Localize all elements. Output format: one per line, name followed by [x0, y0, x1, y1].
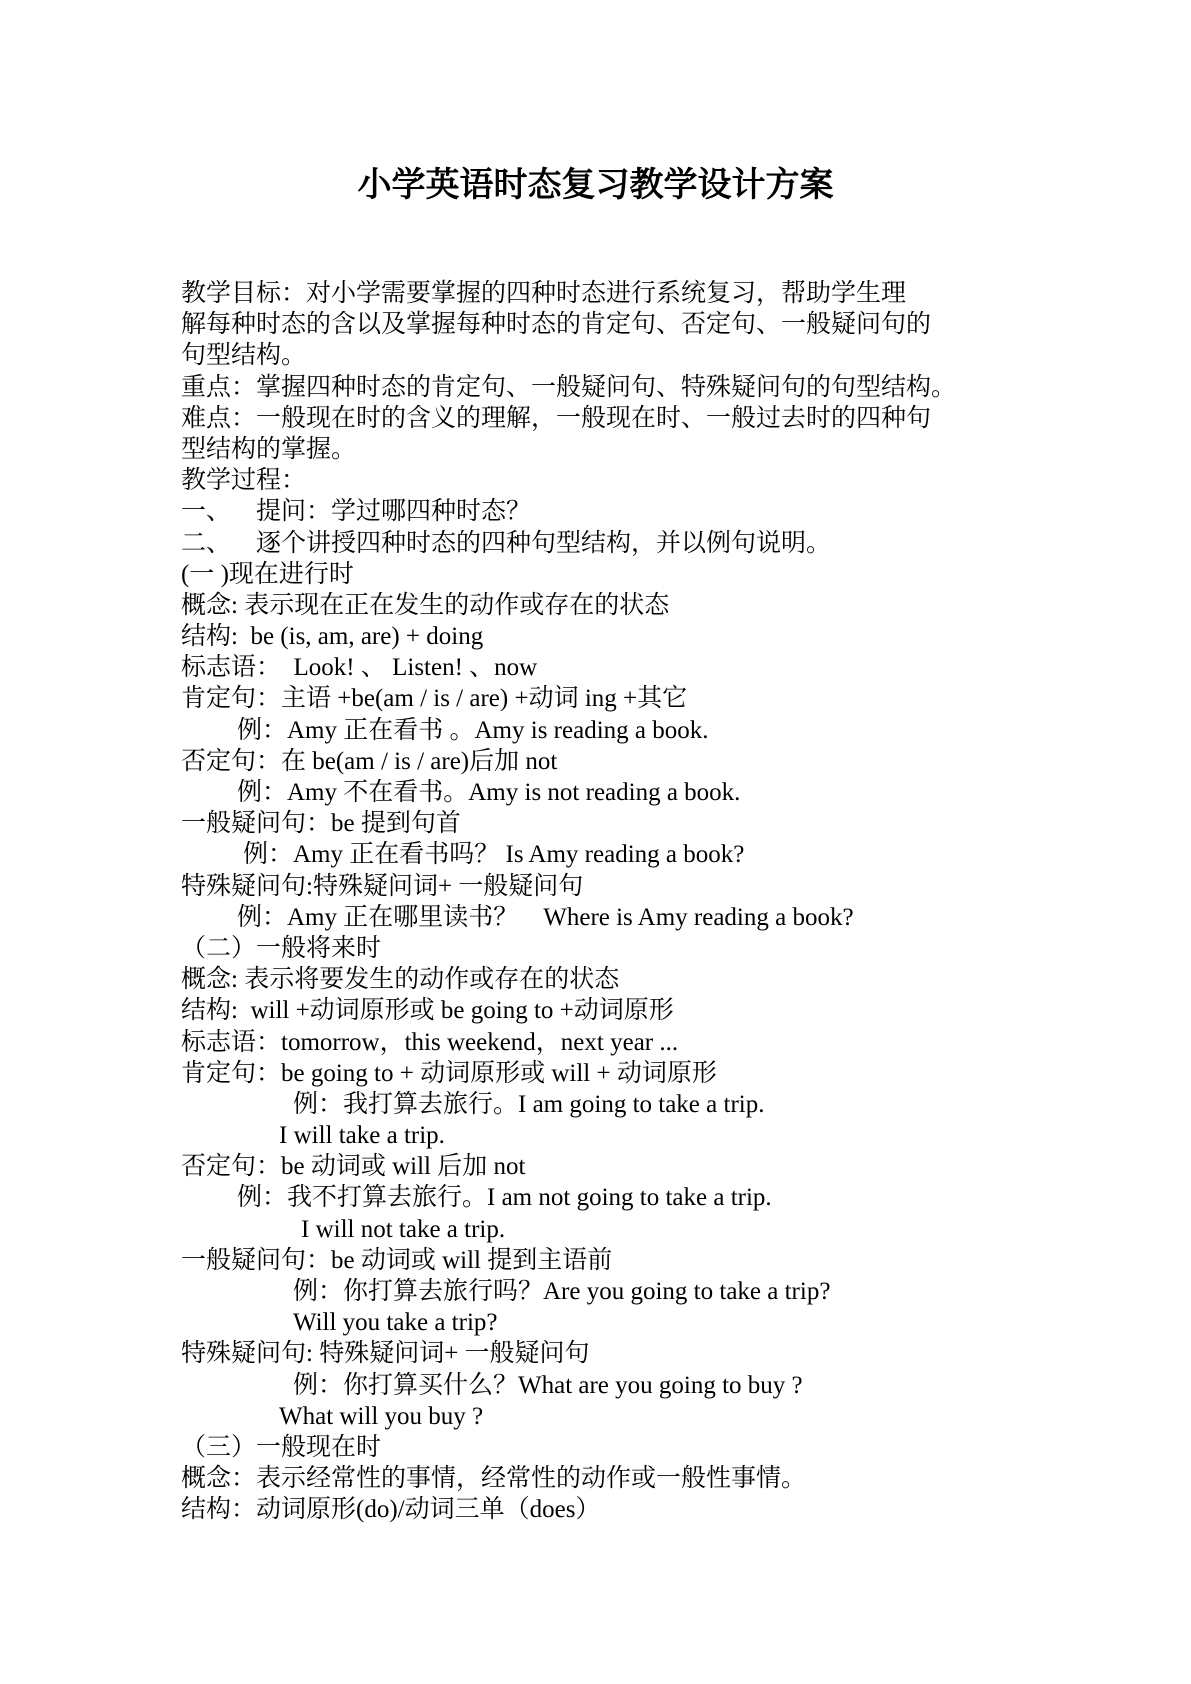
text-line: 一般疑问句：be 动词或 will 提到主语前 [181, 1246, 613, 1274]
text-line: 重点：掌握四种时态的肯定句、一般疑问句、特殊疑问句的句型结构。 [181, 373, 957, 401]
text-line: （二）一般将来时 [181, 934, 382, 962]
text-line: 例：Amy 正在哪里读书？ Where is Amy reading a book? [237, 903, 854, 931]
text-line: 教学目标：对小学需要掌握的四种时态进行系统复习，帮助学生理 [181, 280, 907, 307]
text-line: (一 )现在进行时 [181, 560, 354, 588]
text-line: 概念：表示经常性的事情，经常性的动作或一般性事情。 [181, 1465, 807, 1493]
text-line: 型结构的掌握。 [181, 435, 357, 463]
text-line: 结构: will +动词原形或 be going to +动词原形 [181, 997, 674, 1025]
text-line: 教学过程： [181, 467, 307, 495]
text-line: 标志语： Look! 、 Listen! 、now [181, 654, 538, 682]
text-line: Will you take a trip? [293, 1309, 498, 1337]
text-line: 特殊疑问句:特殊疑问词+ 一般疑问句 [181, 872, 584, 900]
text-line: 句型结构。 [181, 342, 307, 370]
text-line: 特殊疑问句: 特殊疑问词+ 一般疑问句 [181, 1340, 590, 1368]
text-line: 概念: 表示现在正在发生的动作或存在的状态 [181, 591, 670, 619]
text-line: 概念: 表示将要发生的动作或存在的状态 [181, 966, 620, 994]
text-line: I will not take a trip. [301, 1215, 506, 1243]
text-line: 例：Amy 不在看书。Amy is not reading a book. [237, 779, 741, 806]
text-line: 标志语：tomorrow，this weekend，next year ... [181, 1028, 679, 1056]
text-line: 例：我打算去旅行。I am going to take a trip. [293, 1090, 765, 1118]
text-line: 否定句：be 动词或 will 后加 not [181, 1153, 526, 1181]
text-line: 例：Amy 正在看书 。Amy is reading a book. [237, 716, 709, 744]
text-line: 例：我不打算去旅行。I am not going to take a trip. [237, 1184, 772, 1212]
text-line: 否定句：在 be(am / is / are)后加 not [181, 747, 558, 775]
text-line: 一般疑问句：be 提到句首 [181, 810, 461, 838]
text-line: 结构：动词原形(do)/动词三单（does） [181, 1496, 601, 1524]
text-line: （三）一般现在时 [181, 1433, 382, 1461]
text-line: 一、 提问：学过哪四种时态？ [181, 498, 532, 526]
text-line: 结构: be (is, am, are) + doing [181, 623, 484, 651]
text-line: 例：你打算去旅行吗？Are you going to take a trip? [293, 1278, 831, 1305]
text-line: 肯定句：be going to + 动词原形或 will + 动词原形 [181, 1059, 717, 1087]
text-line: I will take a trip. [279, 1122, 445, 1150]
text-line: 肯定句：主语 +be(am / is / are) +动词 ing +其它 [181, 685, 688, 713]
document-body [181, 278, 1031, 1526]
text-line: 二、 逐个讲授四种时态的四种句型结构，并以例句说明。 [181, 529, 832, 557]
text-line: 解每种时态的含以及掌握每种时态的肯定句、否定句、一般疑问句的 [181, 311, 932, 339]
text-line: 例：你打算买什么？What are you going to buy ? [293, 1371, 803, 1399]
text-line: What will you buy ? [279, 1402, 484, 1430]
document-title: 小学英语时态复习教学设计方案 [357, 165, 834, 205]
text-line: 例：Amy 正在看书吗？ Is Amy reading a book? [243, 841, 745, 869]
text-line: 难点：一般现在时的含义的理解，一般现在时、一般过去时的四种句 [181, 404, 932, 432]
